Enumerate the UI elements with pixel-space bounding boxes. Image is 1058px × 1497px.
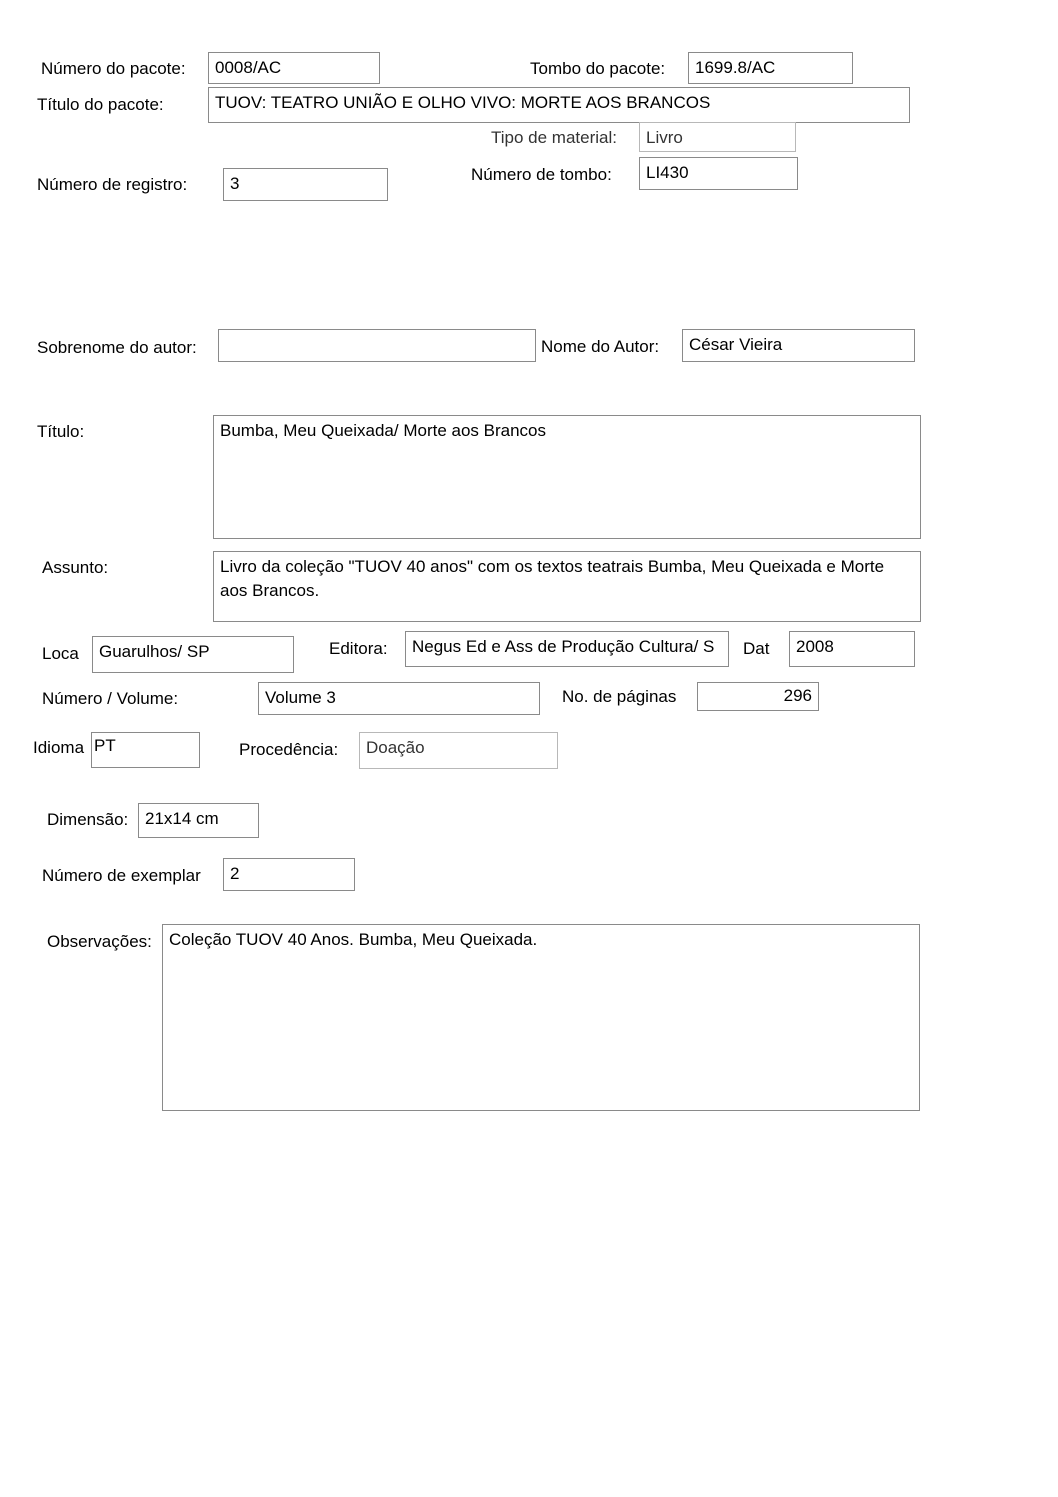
data-field[interactable]: 2008 [789,631,915,667]
numero-exemplar-field[interactable]: 2 [223,858,355,891]
titulo-pacote-label: Título do pacote: [37,95,164,114]
assunto-field[interactable]: Livro da coleção "TUOV 40 anos" com os textos teatrais Bumba, Meu Queixada e Morte aos Brancos. [213,551,921,622]
numero-volume-label: Número / Volume: [42,689,179,708]
titulo-label: Título: [37,422,85,441]
tombo-pacote-label: Tombo do pacote: [530,59,666,78]
local-label: Loca [42,644,79,663]
nome-autor-label: Nome do Autor: [541,337,660,356]
titulo-field[interactable]: Bumba, Meu Queixada/ Morte aos Brancos [213,415,921,539]
numero-pacote-label: Número do pacote: [41,59,186,78]
procedencia-label: Procedência: [239,740,339,759]
dimensao-label: Dimensão: [47,810,129,829]
idioma-field[interactable]: PT [91,732,200,768]
dimensao-field[interactable]: 21x14 cm [138,803,259,838]
editora-field[interactable]: Negus Ed e Ass de Produção Cultura/ S [405,631,729,667]
procedencia-field[interactable]: Doação [359,732,558,769]
local-field[interactable]: Guarulhos/ SP [92,636,294,673]
idioma-label: Idioma [33,738,85,757]
numero-tombo-label: Número de tombo: [471,165,612,184]
numero-tombo-field[interactable]: LI430 [639,157,798,190]
paginas-field[interactable]: 296 [697,682,819,711]
numero-registro-field[interactable]: 3 [223,168,388,201]
titulo-pacote-field[interactable]: TUOV: TEATRO UNIÃO E OLHO VIVO: MORTE AOS BRANCOS [208,87,910,123]
sobrenome-autor-field[interactable] [218,329,536,362]
assunto-label: Assunto: [42,558,109,577]
observacoes-field[interactable]: Coleção TUOV 40 Anos. Bumba, Meu Queixada. [162,924,920,1111]
sobrenome-autor-label: Sobrenome do autor: [37,338,197,357]
tipo-material-label: Tipo de material: [491,128,617,147]
numero-exemplar-label: Número de exemplar [42,866,201,885]
nome-autor-field[interactable]: César Vieira [682,329,915,362]
data-label: Dat [743,639,770,658]
numero-pacote-field[interactable]: 0008/AC [208,52,380,84]
numero-registro-label: Número de registro: [37,175,188,194]
editora-label: Editora: [329,639,388,658]
observacoes-label: Observações: [47,932,152,951]
tipo-material-field[interactable]: Livro [639,122,796,152]
tombo-pacote-field[interactable]: 1699.8/AC [688,52,853,84]
numero-volume-field[interactable]: Volume 3 [258,682,540,715]
paginas-label: No. de páginas [562,687,677,706]
